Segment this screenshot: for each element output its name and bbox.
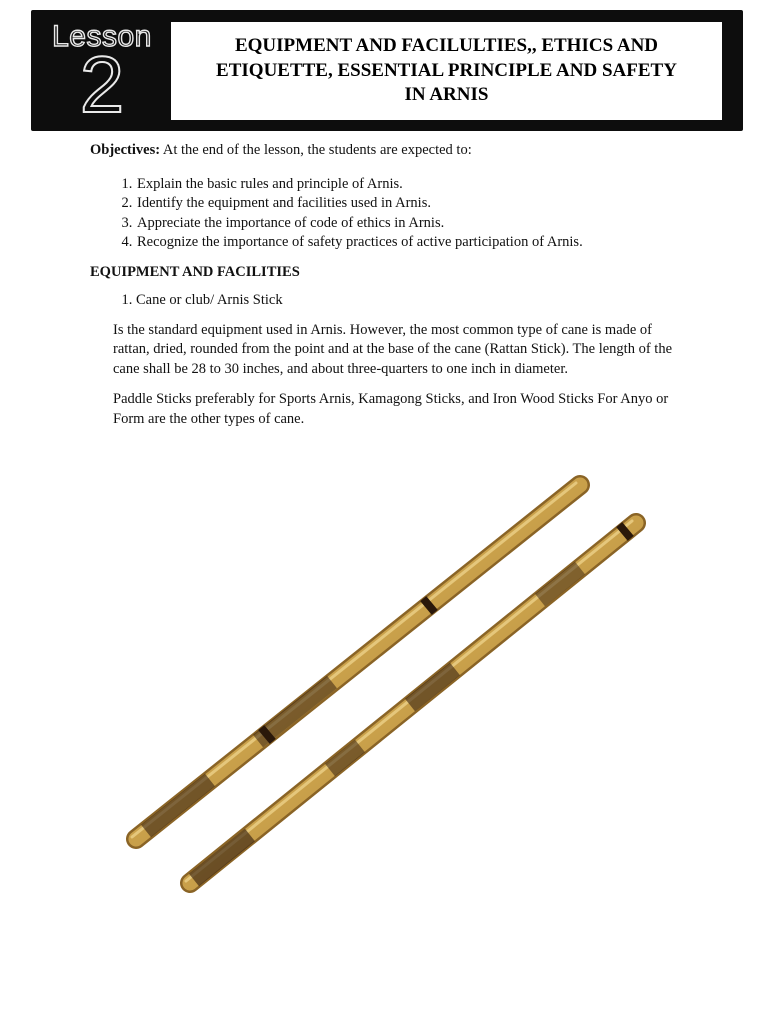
rattan-stick: [132, 483, 580, 839]
equipment-paragraph: Paddle Sticks preferably for Sports Arnis, Kamagong Sticks, and Iron Wood Sticks For Anyo or Form are the other types of cane.: [113, 391, 669, 427]
equipment-item: 1. Cane or club/ Arnis Stick: [136, 291, 690, 311]
objectives-text: At the end of the lesson, the students are expected to:: [160, 142, 472, 158]
objectives-intro: [90, 141, 690, 161]
section-heading: EQUIPMENT AND FACILITIES: [90, 263, 300, 280]
title-box: [171, 22, 722, 120]
lesson-content: [90, 141, 690, 440]
arnis-sticks-image: [110, 465, 670, 905]
objectives-list: [90, 175, 690, 253]
objectives-label: Objectives:: [90, 142, 161, 158]
objective-item: 3. Appreciate the importance of code of ethics in Arnis.: [136, 214, 690, 234]
equipment-list: [90, 291, 690, 311]
lesson-label: Lesson: [52, 20, 152, 53]
objective-item: 2. Identify the equipment and facilities used in Arnis.: [136, 194, 690, 214]
rattan-stick: [186, 521, 636, 883]
objective-item: 1. Explain the basic rules and principle of Arnis.: [136, 175, 690, 195]
lesson-number: 2: [79, 40, 125, 129]
page-title: EQUIPMENT AND FACILULTIES,, ETHICS AND ETIQUETTE, ESSENTIAL PRINCIPLE AND SAFETY IN ARNIS: [216, 35, 677, 106]
equipment-paragraph: Is the standard equipment used in Arnis. However, the most common type of cane is made of rattan, dried, rounded from the point and at the base of the cane (Rattan Stick). The length of the cane shall be 28 to 30 inches, and about three-quarters to one inch in diameter.: [113, 321, 673, 377]
objective-item: 4. Recognize the importance of safety practices of active participation of Arnis.: [136, 233, 690, 253]
